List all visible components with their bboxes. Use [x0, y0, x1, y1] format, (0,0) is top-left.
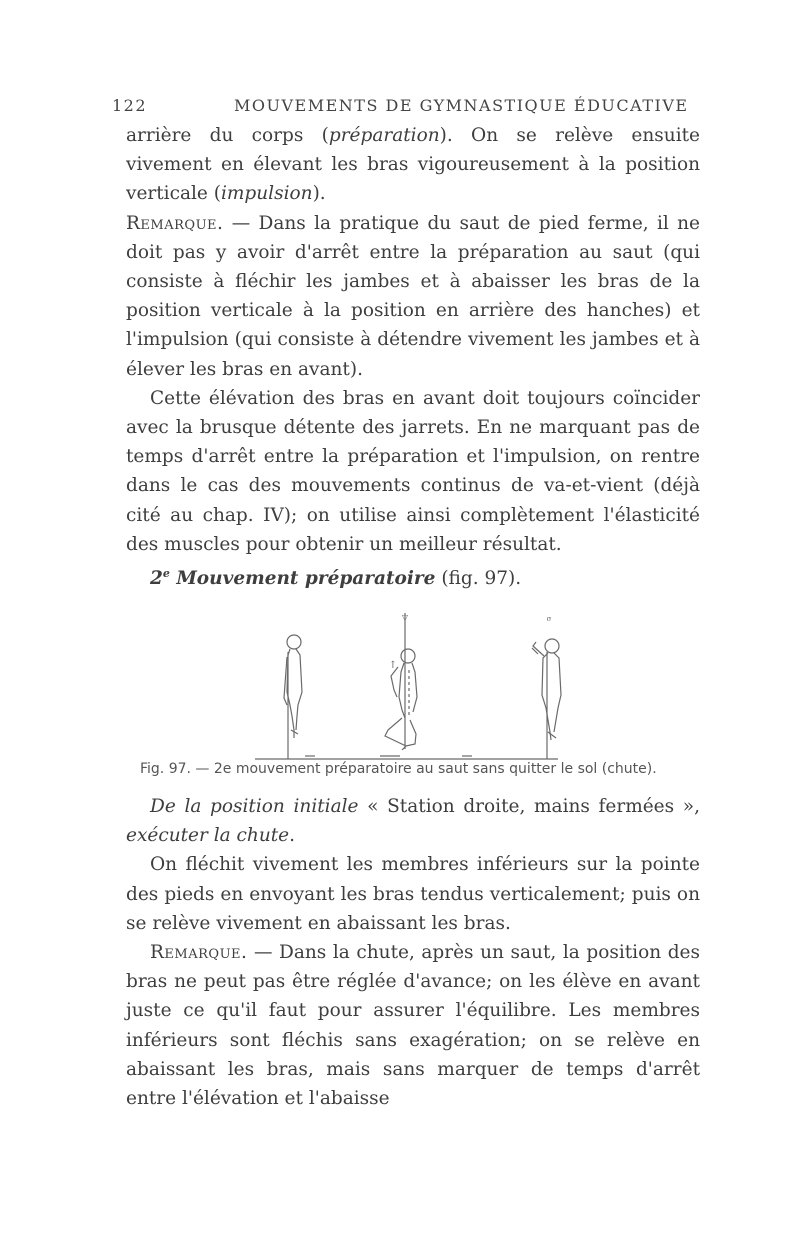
running-title: MOUVEMENTS DE GYMNASTIQUE ÉDUCATIVE: [234, 96, 689, 115]
page-number: 122: [112, 96, 148, 115]
remark-label: Remarque.: [150, 942, 248, 964]
standing-figure-left: [284, 635, 302, 738]
figure-97: [230, 612, 580, 762]
svg-text:▽: ▽: [401, 613, 409, 622]
remark-paragraph-2: Remarque. — Dans la chute, après un saut, la position des bras ne peut pas être réglée d'avance; on les élève en avant juste ce qu'il faut pour assurer l'équilibre. Les membres inférieurs sont fléchis sans exagération; on se relève en abaissant les bras, mais sans marquer de temps d'arrêt entre l'élévation et l'abaisse: [126, 942, 700, 1110]
crouching-figure-center: [385, 649, 417, 750]
paragraph-continuation: arrière du corps (préparation). On se relève ensuite vivement en élevant les bras vigoureusement à la position verticale (impulsion).: [126, 125, 700, 205]
running-header: [112, 96, 702, 118]
svg-text:σ: σ: [546, 615, 552, 623]
remark-paragraph-1: Remarque. — Dans la pratique du saut de pied ferme, il ne doit pas y avoir d'arrêt entre la préparation au saut (qui consiste à fléchir les jambes et à abaisser les bras de la position verticale à la position en arrière des hanches) et l'impulsion (qui consiste à détendre vivement les jambes et à élever les bras en avant).: [126, 212, 700, 380]
section-heading: 2e Mouvement préparatoire (fig. 97).: [150, 567, 522, 590]
paragraph-elevation: Cette élévation des bras en avant doit toujours coïncider avec la brusque détente des jarrets. En ne marquant pas de temps d'arrêt entre la préparation et l'impulsion, on rentre dans le cas des mouvements continus de va-et-vient (déjà cité au chap. IV); on utilise ainsi complètement l'élasticité des muscles pour obtenir un meilleur résultat.: [126, 387, 700, 555]
paragraph-execution: On fléchit vivement les membres inférieurs sur la pointe des pieds en envoyant les bras tendus verticalement; puis on se relève vivement en abaissant les bras.: [126, 854, 700, 934]
instruction-paragraph: De la position initiale « Station droite, mains fermées », exécuter la chute.: [126, 796, 700, 847]
svg-text:↑: ↑: [388, 660, 398, 671]
figure-97-illustration: [230, 612, 580, 762]
figure-caption: Fig. 97. — 2e mouvement préparatoire au saut sans quitter le sol (chute).: [140, 761, 657, 777]
text-block-top: [126, 121, 700, 593]
text-block-bottom: [126, 792, 700, 1113]
remark-label: Remarque.: [126, 212, 224, 234]
